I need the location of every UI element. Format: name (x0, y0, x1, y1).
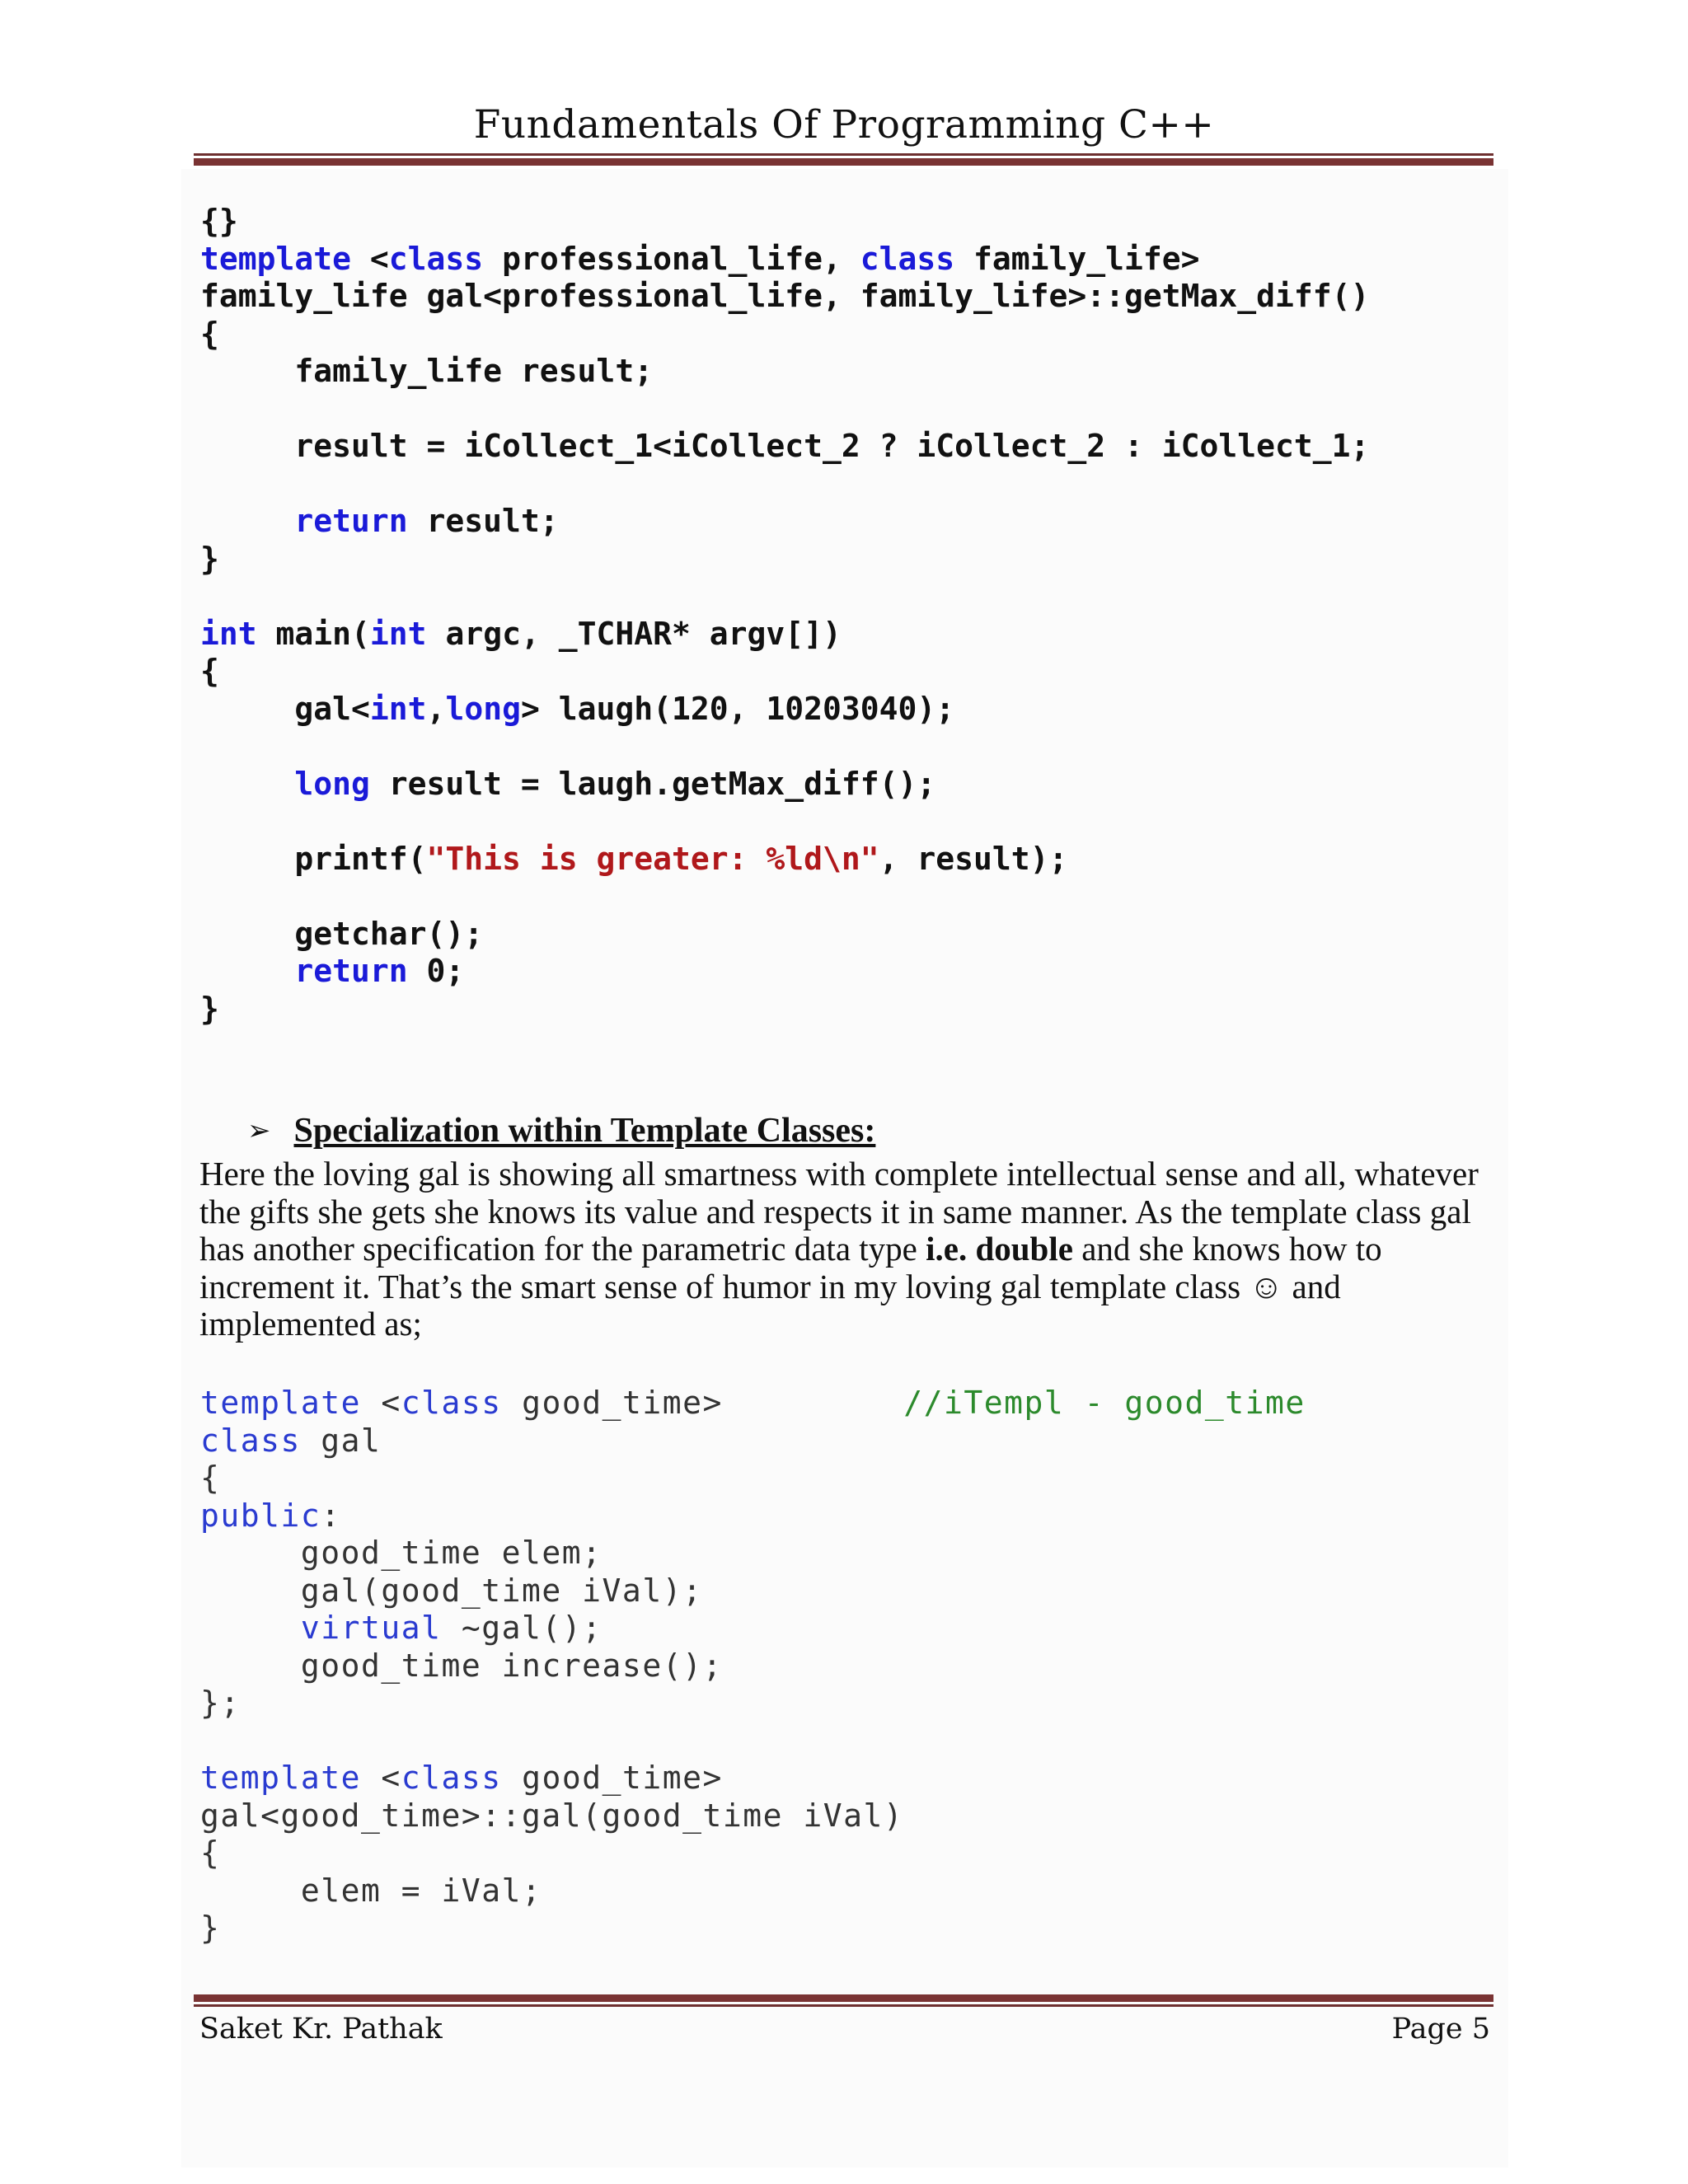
page-header-title: Fundamentals Of Programming C++ (473, 102, 1215, 148)
paragraph-text: and she knows how to increment it. That’s the smart sense of humor in my loving gal template class ☺ and implemented as; (199, 1230, 1382, 1343)
keyword: int (369, 690, 427, 727)
code-line: int main(int argc, _TCHAR* argv[]) (200, 615, 842, 652)
code-line: template <class good_time> (200, 1760, 723, 1796)
keyword: long (294, 765, 370, 802)
header-rule (194, 153, 1493, 166)
footer-rule (194, 1994, 1493, 2007)
keyword: return (294, 953, 408, 989)
code-line: gal(good_time iVal); (200, 1572, 703, 1609)
section-paragraph (199, 1155, 1518, 1343)
code-line: public: (200, 1497, 341, 1534)
code-line: gal<good_time>::gal(good_time iVal) (200, 1797, 904, 1834)
keyword: class (860, 240, 955, 277)
keyword: class (388, 240, 484, 277)
code-line: long result = laugh.getMax_diff(); (294, 765, 936, 802)
section-heading: Specialization within Template Classes: (293, 1112, 876, 1150)
code-line: good_time increase(); (200, 1647, 723, 1684)
code-comment: //iTempl - good_time (903, 1385, 1306, 1421)
keyword: template (200, 1760, 362, 1796)
code-line: getchar(); (200, 915, 484, 952)
code-line: gal<int,long> laugh(120, 10203040); (200, 690, 955, 727)
footer-author: Saket Kr. Pathak (199, 2013, 443, 2046)
keyword: class (200, 1422, 301, 1459)
code-line: } (200, 1910, 221, 1946)
keyword: class (401, 1385, 502, 1421)
code-block-top (200, 203, 1369, 1028)
code-line: class gal (200, 1422, 382, 1459)
code-line: good_time elem; (200, 1535, 603, 1571)
code-line: { (200, 1835, 221, 1871)
code-line: template <class professional_life, class family_life> (200, 240, 1200, 277)
keyword: return (294, 503, 408, 539)
paragraph-emphasis: i.e. double (926, 1230, 1073, 1268)
arrow-bullet-icon: ➢ (247, 1116, 271, 1146)
code-line: family_life result; (200, 353, 654, 389)
code-line: }; (200, 1685, 241, 1721)
code-block-bottom (200, 1385, 1306, 1947)
keyword: int (369, 615, 427, 652)
keyword: virtual (300, 1610, 442, 1646)
code-line: } (200, 540, 219, 577)
keyword: template (200, 240, 352, 277)
code-line: elem = iVal; (200, 1872, 542, 1909)
code-line: { (200, 1460, 221, 1496)
code-line: printf("This is greater: %ld\n", result); (200, 840, 1068, 877)
code-line: } (200, 990, 219, 1027)
code-line: family_life gal<professional_life, family_life>::getMax_diff() (200, 278, 1370, 314)
code-line: {} (200, 203, 238, 239)
string-literal: "This is greater: %ld\n" (426, 840, 879, 877)
code-line: return 0; (294, 953, 465, 989)
keyword: template (200, 1385, 362, 1421)
code-line: result = iCollect_1<iCollect_2 ? iCollect_2 : iCollect_1; (200, 428, 1370, 464)
section-heading-row (247, 1111, 875, 1151)
keyword: long (445, 690, 521, 727)
footer-page-number: Page 5 (1391, 2013, 1490, 2046)
paragraph-text: Here the loving gal is showing all smartness with complete intellectual sense and all, whatever the gifts she gets she knows its value and respects it in same manner. As the template class gal has another specification for the parametric data type (199, 1155, 1479, 1268)
code-line: { (200, 653, 219, 689)
code-line: { (200, 315, 219, 352)
code-line: return result; (294, 503, 559, 539)
keyword: public (200, 1497, 321, 1534)
keyword: class (401, 1760, 502, 1796)
code-line: virtual ~gal(); (300, 1610, 603, 1646)
code-line: template <class good_time> //iTempl - good_time (200, 1385, 1306, 1421)
keyword: int (200, 615, 257, 652)
